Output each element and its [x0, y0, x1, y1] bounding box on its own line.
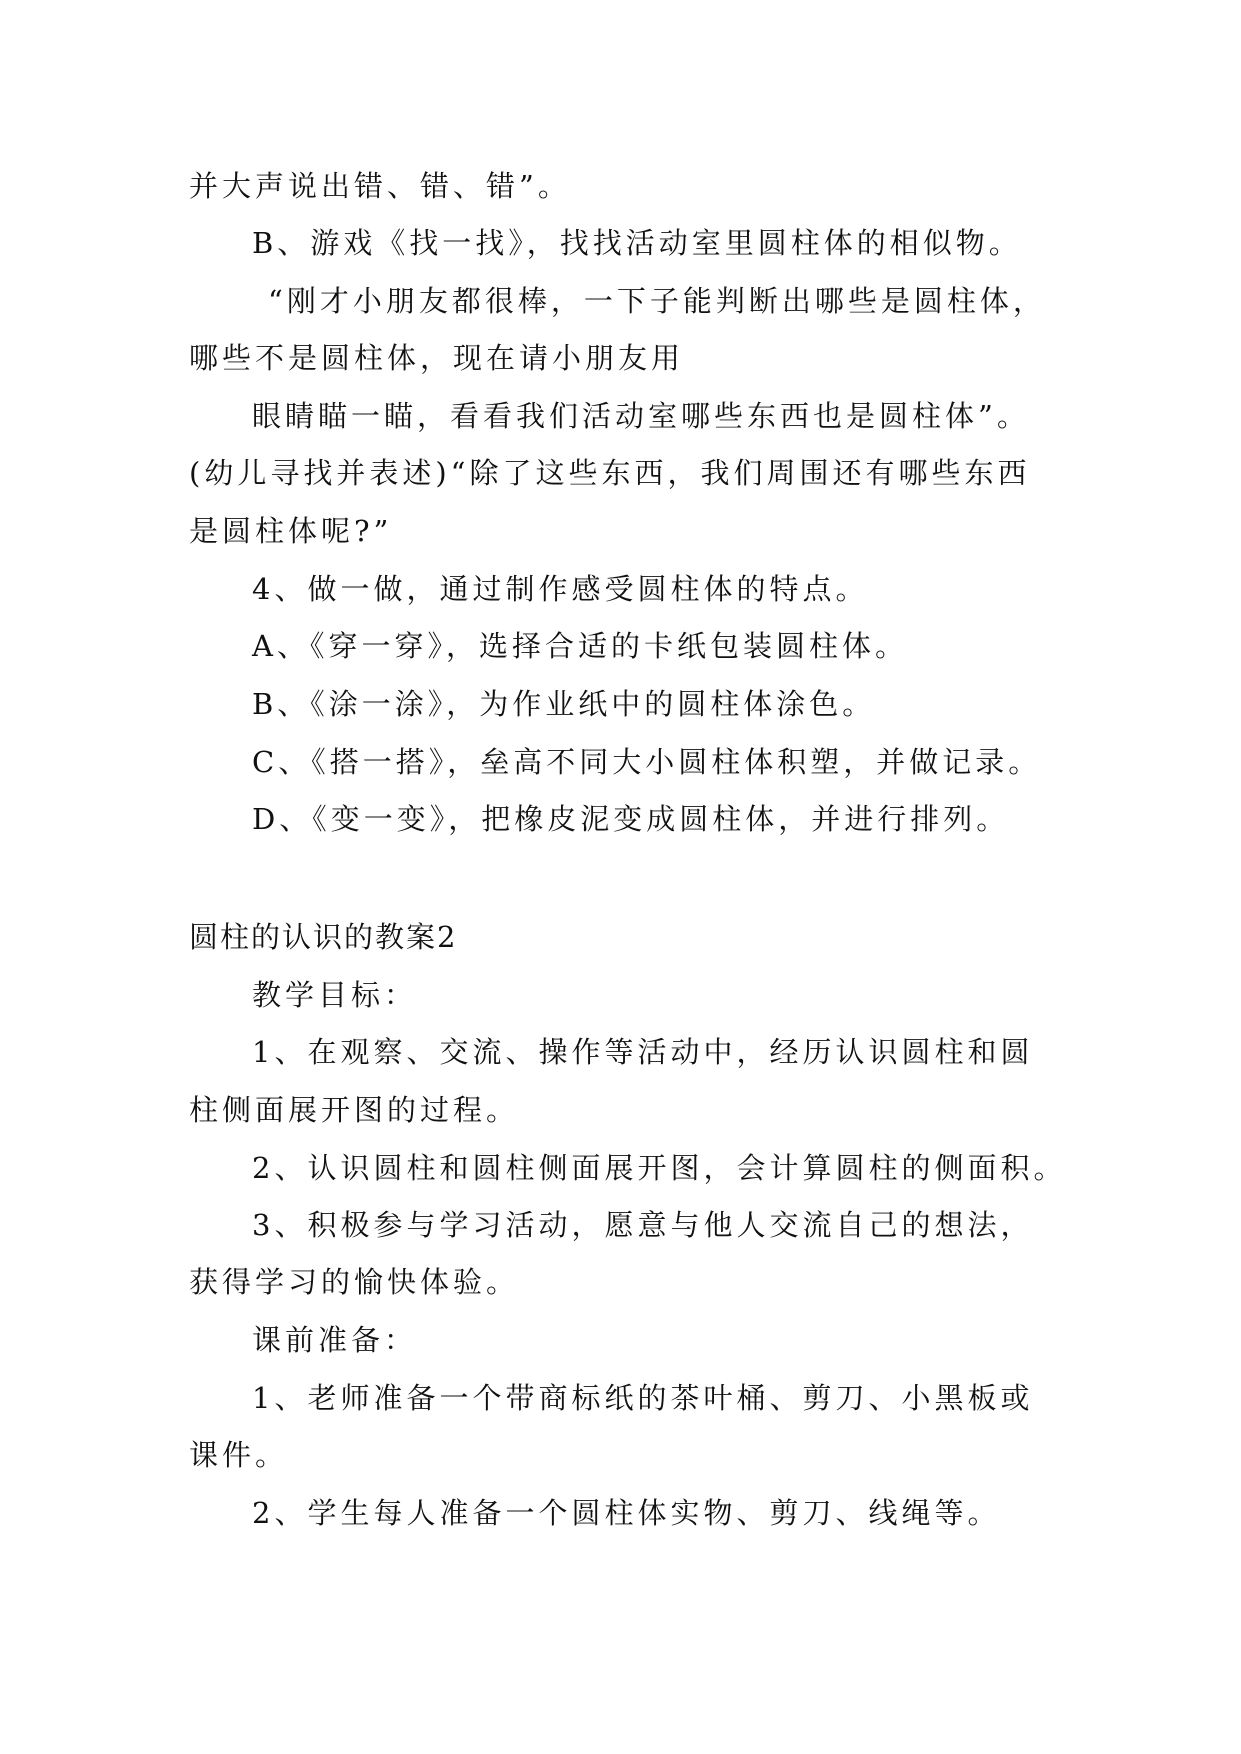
text-line: 课前准备：: [252, 1323, 418, 1357]
text-line: 教学目标：: [252, 978, 418, 1012]
text-line: 4、做一做，通过制作感受圆柱体的特点。: [252, 572, 869, 606]
text-line: 1、在观察、交流、操作等活动中，经历认识圆柱和圆: [252, 1035, 1034, 1069]
text-line: 是圆柱体呢?”: [189, 514, 393, 548]
text-line: 哪些不是圆柱体，现在请小朋友用: [189, 341, 685, 375]
text-line: A、《穿一穿》，选择合适的卡纸包装圆柱体。: [252, 629, 908, 663]
text-line: B、《涂一涂》，为作业纸中的圆柱体涂色。: [252, 687, 876, 721]
section-heading: 圆柱的认识的教案2: [189, 920, 458, 954]
text-line: “刚才小朋友都很棒，一下子能判断出哪些是圆柱体，: [268, 284, 1046, 318]
text-line: 1、老师准备一个带商标纸的茶叶桶、剪刀、小黑板或: [252, 1381, 1034, 1415]
text-line: 课件。: [189, 1438, 289, 1472]
text-line: D、《变一变》，把橡皮泥变成圆柱体，并进行排列。: [252, 802, 1010, 836]
text-line: 眼睛瞄一瞄，看看我们活动室哪些东西也是圆柱体”。: [252, 399, 1030, 433]
text-line: (幼儿寻找并表述)“除了这些东西，我们周围还有哪些东西: [189, 456, 1031, 490]
text-line: 柱侧面展开图的过程。: [189, 1093, 520, 1127]
text-line: 2、认识圆柱和圆柱侧面展开图，会计算圆柱的侧面积。: [252, 1151, 1067, 1185]
text-line: 2、学生每人准备一个圆柱体实物、剪刀、线绳等。: [252, 1496, 1001, 1530]
text-line: C、《搭一搭》，垒高不同大小圆柱体积塑，并做记录。: [252, 745, 1042, 779]
text-line: B、游戏《找一找》，找找活动室里圆柱体的相似物。: [252, 226, 1022, 260]
text-line: 3、积极参与学习活动，愿意与他人交流自己的想法，: [252, 1208, 1034, 1242]
text-line: 获得学习的愉快体验。: [189, 1265, 520, 1299]
text-line: 并大声说出错、错、错”。: [189, 169, 571, 203]
